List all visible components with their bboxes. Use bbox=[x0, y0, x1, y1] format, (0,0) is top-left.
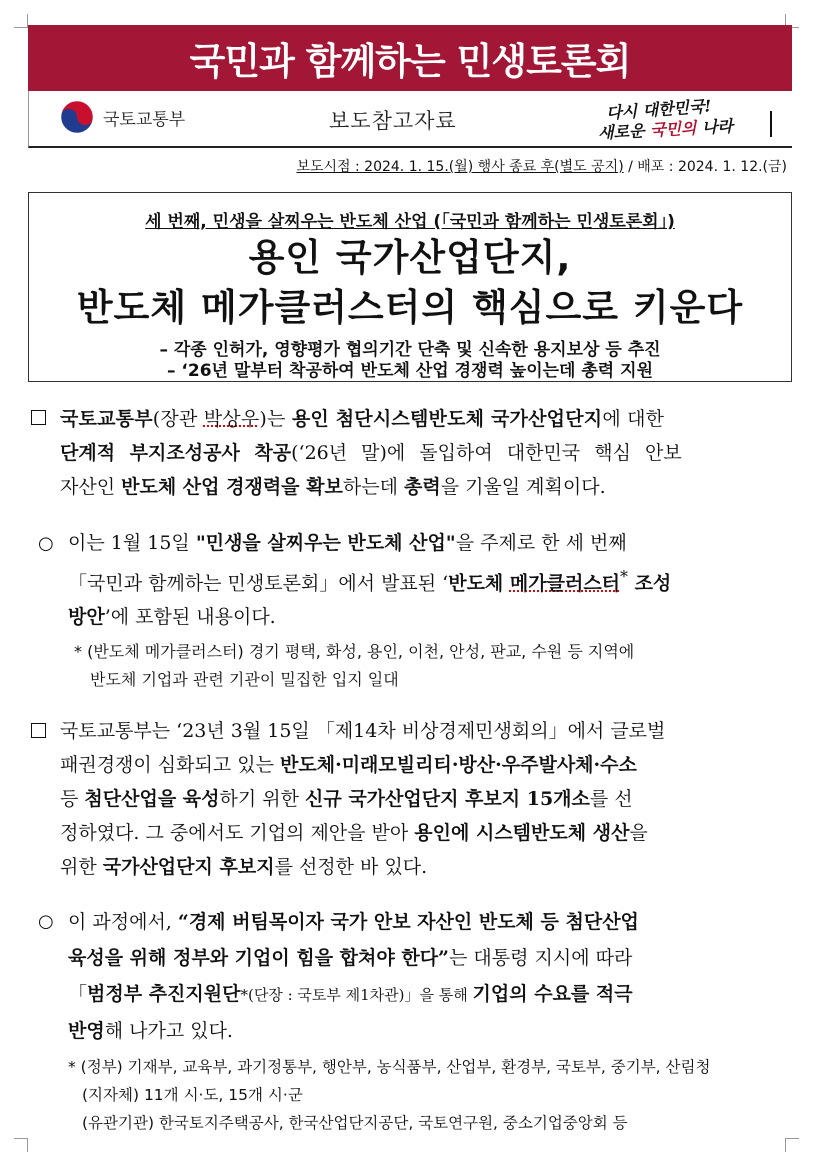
footnote-1-line: 반도체 기업과 관련 기관이 밀집한 입지 일대 bbox=[90, 670, 399, 689]
release-separator: / bbox=[623, 159, 638, 175]
footnote-2-line: (지자체) 11개 시·도, 15개 시·군 bbox=[82, 1086, 303, 1104]
corner-mark-top-left bbox=[14, 14, 28, 28]
event-banner bbox=[28, 25, 792, 91]
corner-mark-bottom-right bbox=[785, 1138, 799, 1152]
paragraph-3-line: 위한 국가산업단지 후보지를 선정한 바 있다. bbox=[60, 856, 428, 878]
circle-bullet: ○ bbox=[38, 533, 54, 554]
subheadline-2: – ‘26년 말부터 착공하여 반도체 산업 경쟁력 높이는데 총력 지원 bbox=[166, 361, 653, 381]
paragraph-3 bbox=[60, 714, 795, 884]
government-slogan bbox=[588, 97, 768, 141]
slogan-line-1: 다시 대한민국! bbox=[605, 96, 712, 123]
corner-mark-bottom-left bbox=[14, 1138, 28, 1152]
paragraph-4-line: 육성을 위해 정부와 기업이 힘을 합쳐야 한다”는 대통령 지시에 따라 bbox=[68, 947, 633, 969]
headline-line-1: 용인 국가산업단지, bbox=[248, 236, 572, 279]
paragraph-1-line: 자산인 반도체 산업 경쟁력을 확보하는데 총력을 기울일 계획이다. bbox=[60, 476, 606, 498]
circle-bullet: ○ bbox=[38, 911, 54, 932]
banner-title: 국민과 함께하는 민생토론회 bbox=[189, 40, 631, 83]
headline bbox=[29, 233, 791, 333]
paragraph-2-line: 「국민과 함께하는 민생토론회」에서 발표된 ‘반도체 메가클러스터* 조성 bbox=[68, 567, 672, 595]
paragraph-2-line: 방안’에 포함된 내용이다. bbox=[68, 606, 276, 629]
footnote-1-line: * (반도체 메가클러스터) 경기 평택, 화성, 용인, 이천, 안성, 판교, 수원 등 지역에 bbox=[74, 642, 635, 661]
footnote-2-line: * (정부) 기재부, 교육부, 과기정통부, 행안부, 농식품부, 산업부, 환경부, 국토부, 중기부, 산림청 bbox=[68, 1058, 711, 1076]
paragraph-1 bbox=[60, 402, 795, 504]
paragraph-3-line: 등 첨단산업을 육성하기 위한 신규 국가산업단지 후보지 15개소를 선 bbox=[60, 788, 633, 810]
paragraph-4-line: 반영해 나가고 있다. bbox=[68, 1020, 233, 1042]
paragraph-1-line: 단계적 부지조성공사 착공(‘26년 말)에 돌입하여 대한민국 핵심 안보 bbox=[60, 442, 682, 464]
footnote-2 bbox=[68, 1053, 710, 1137]
slogan-line-2: 새로운 국민의 나라 bbox=[597, 116, 734, 143]
paragraph-4-line: 이 과정에서, “경제 버팀목이자 국가 안보 자산인 반도체 등 첨단산업 bbox=[68, 911, 639, 933]
ministry-logo bbox=[59, 99, 185, 135]
kicker: 세 번째, 민생을 살찌우는 반도체 산업 (「국민과 함께하는 민생토론회」) bbox=[145, 212, 675, 232]
paragraph-3-line: 국토교통부는 ‘23년 3월 15일 「제14차 비상경제민생회의」에서 글로벌 bbox=[60, 720, 666, 742]
paragraph-1-line: 국토교통부(장관 박상우)는 용인 첨단시스템반도체 국가산업단지에 대한 bbox=[60, 408, 665, 430]
press-header bbox=[28, 91, 792, 148]
paragraph-3-line: 정하였다. 그 중에서도 기업의 제안을 받아 용인에 시스템반도체 생산을 bbox=[60, 822, 648, 844]
taegeuk-icon bbox=[59, 99, 95, 135]
headline-line-2: 반도체 메가클러스터의 핵심으로 키운다 bbox=[76, 286, 744, 329]
paragraph-3-line: 패권경쟁이 심화되고 있는 반도체·미래모빌리티·방산·우주발사체·수소 bbox=[60, 754, 637, 776]
footnote-2-line: (유관기관) 한국토지주택공사, 한국산업단지공단, 국토연구원, 중소기업중앙회 등 bbox=[82, 1114, 628, 1132]
ministry-name: 국토교통부 bbox=[103, 109, 186, 130]
distribution-date: 배포 : 2024. 1. 12.(금) bbox=[637, 159, 787, 175]
paragraph-4-line: 「범정부 추진지원단*(단장 : 국토부 제1차관)」을 통해 기업의 수요를 적극 bbox=[68, 983, 633, 1005]
embargo-time: 보도시점 : 2024. 1. 15.(월) 행사 종료 후(별도 공지) bbox=[296, 159, 624, 175]
paragraph-2 bbox=[68, 526, 798, 634]
release-info bbox=[296, 156, 787, 176]
checkbox-bullet bbox=[31, 723, 46, 738]
footnote-1 bbox=[74, 638, 634, 694]
headline-box bbox=[28, 192, 792, 382]
paragraph-4 bbox=[68, 904, 798, 1049]
document-type: 보도참고자료 bbox=[329, 109, 457, 133]
paragraph-2-line: 이는 1월 15일 "민생을 살찌우는 반도체 산업"을 주제로 한 세 번째 bbox=[68, 532, 627, 554]
subheadline-1: – 각종 인허가, 영향평가 협의기간 단축 및 신속한 용지보상 등 추진 bbox=[159, 340, 661, 360]
checkbox-bullet bbox=[31, 410, 46, 425]
divider bbox=[770, 111, 772, 137]
